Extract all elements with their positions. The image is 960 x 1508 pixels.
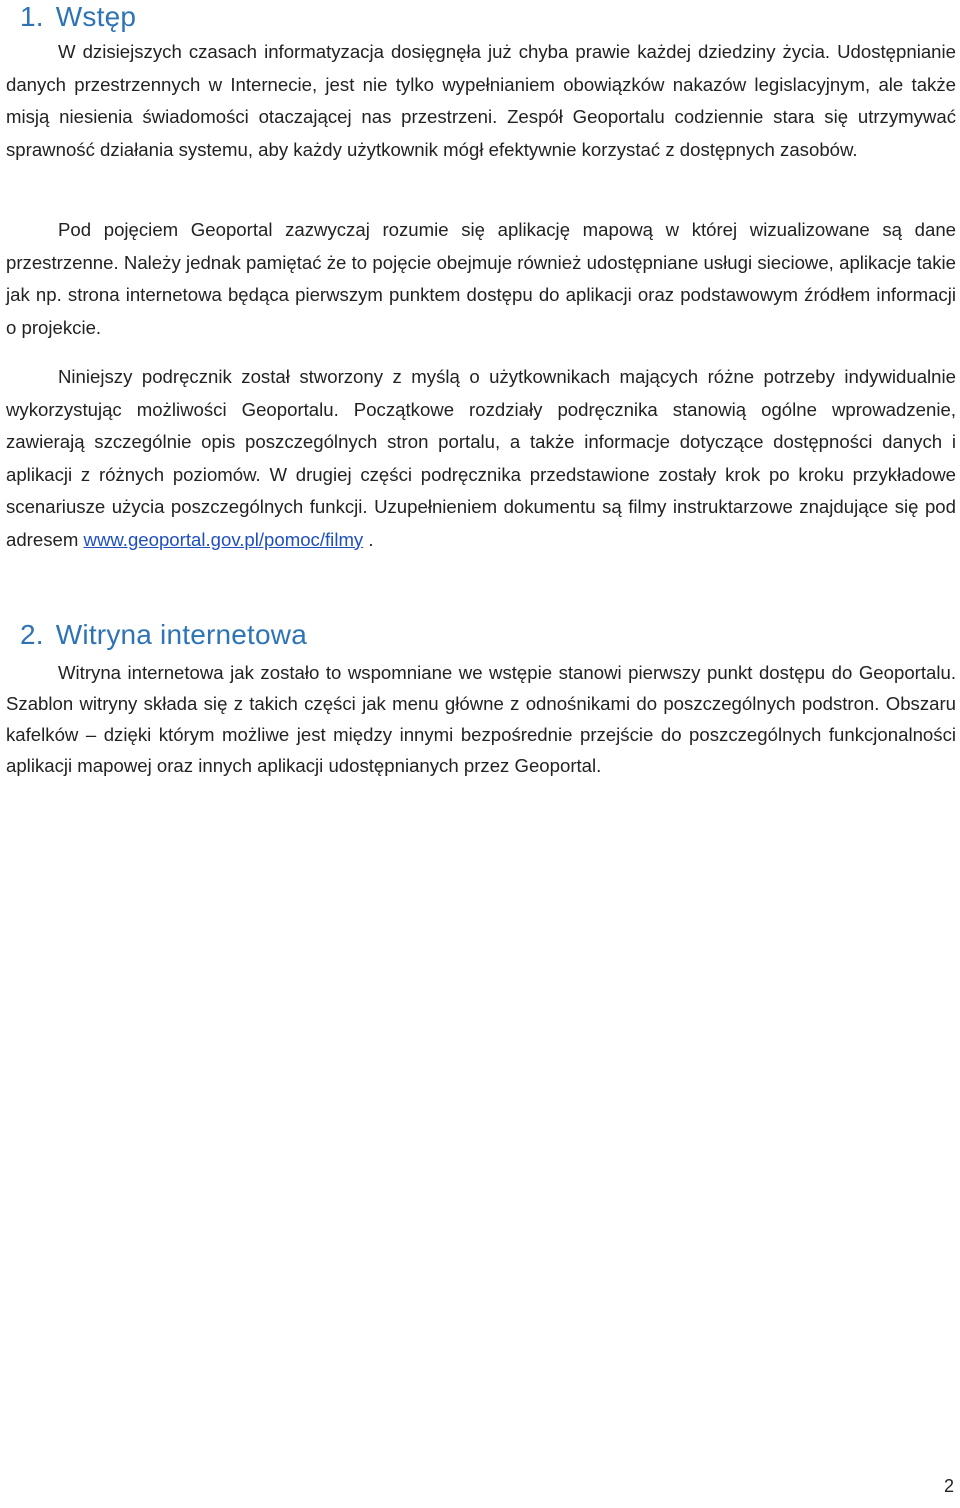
section-1-paragraph-1: W dzisiejszych czasach informatyzacja dosięgnęła już chyba prawie każdej dziedziny życia. Udostępnianie danych przestrzennych w Internecie, jest nie tylko wypełnianiem obowiązków nakazów legislacyjnym, ale także misją niesienia świadomości otaczającej nas przestrzeni. Zespół Geoportalu codziennie stara się utrzymywać sprawność działania systemu, aby każdy użytkownik mógł efektywnie korzystać z dostępnych zasobów. <box>6 41 956 160</box>
section-2-heading <box>20 618 307 652</box>
section-2-title: Witryna internetowa <box>55 619 307 650</box>
section-2-paragraph-1: Witryna internetowa jak zostało to wspomniane we wstępie stanowi pierwszy punkt dostępu do Geoportalu. Szablon witryny składa się z takich części jak menu główne z odnośnikami do poszczególnych podstron. Obszaru kafelków – dzięki którym możliwe jest między innymi bezpośrednie przejście do poszczególnych funkcjonalności aplikacji mapowej oraz innych aplikacji udostępnianych przez Geoportal. <box>6 662 956 776</box>
section-2-number: 2. <box>20 619 44 650</box>
section-1-paragraph-3 <box>6 361 956 556</box>
section-1-paragraph-2: Pod pojęciem Geoportal zazwyczaj rozumie się aplikację mapową w której wizualizowane są dane przestrzenne. Należy jednak pamiętać że to pojęcie obejmuje również udostępniane usługi sieciowe, aplikacje takie jak np. strona internetowa będąca pierwszym punktem dostępu do aplikacji oraz podstawowym źródłem informacji o projekcie. <box>6 219 956 338</box>
section-1-paragraph-3-text: Niniejszy podręcznik został stworzony z myślą o użytkownikach mających różne potrzeby indywidualnie wykorzystując możliwości Geoportalu. Początkowe rozdziały podręcznika stanowią ogólne wprowadzenie, zawierają szczególnie opis poszczególnych stron portalu, a także informacje dotyczące dostępności danych i aplikacji z różnych poziomów. W drugiej części podręcznika przedstawione zostały krok po kroku przykładowe scenariusze użycia poszczególnych funkcji. Uzupełnieniem dokumentu są filmy instruktarzowe znajdujące się pod adresem <box>6 366 956 550</box>
section-1-title: Wstęp <box>55 1 137 32</box>
section-1-paragraph-3-end: . <box>363 528 374 550</box>
filmy-link[interactable]: www.geoportal.gov.pl/pomoc/filmy <box>83 528 364 550</box>
section-1-heading <box>20 0 136 34</box>
page-number: 2 <box>943 1476 954 1496</box>
section-1-number: 1. <box>20 1 44 32</box>
